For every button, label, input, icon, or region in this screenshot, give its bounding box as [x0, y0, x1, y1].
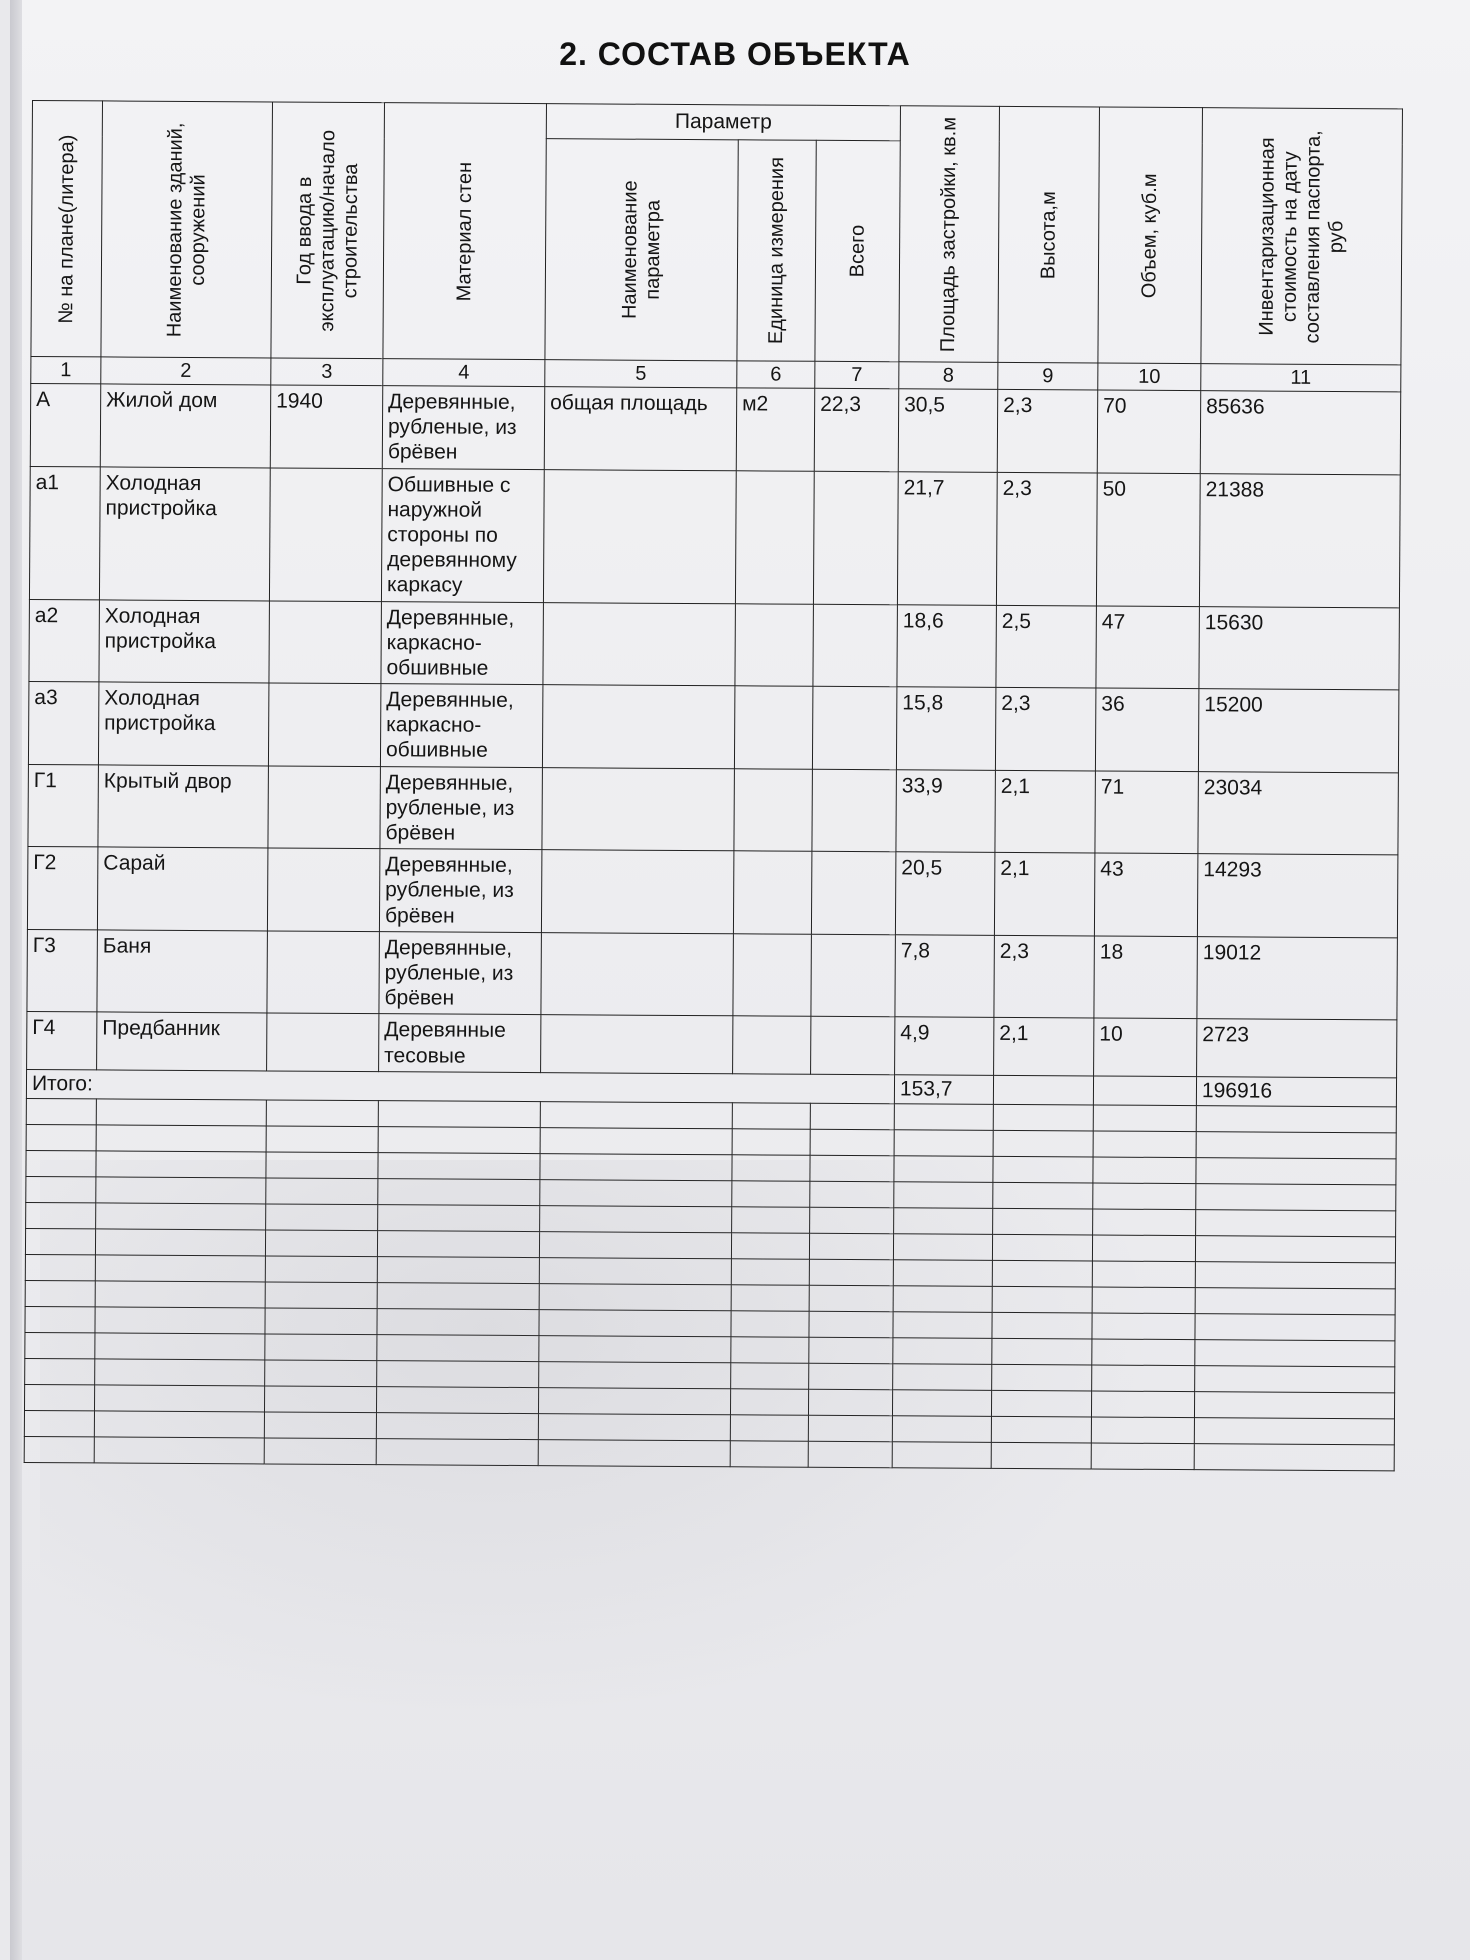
cell-total: 22,3: [814, 388, 899, 471]
empty-cell: [1195, 1313, 1395, 1340]
cell-volume: 10: [1094, 1018, 1197, 1076]
empty-cell: [26, 1098, 96, 1124]
empty-cell: [1093, 1209, 1196, 1236]
cell-total: [811, 851, 896, 934]
cell-name: Сарай: [97, 847, 268, 931]
empty-cell: [265, 1360, 377, 1387]
empty-cell: [96, 1177, 266, 1204]
empty-cell: [893, 1259, 992, 1286]
empty-cell: [1091, 1417, 1194, 1444]
column-number: 1: [31, 356, 101, 383]
empty-cell: [993, 1156, 1093, 1183]
cell-area: 20,5: [895, 852, 995, 935]
empty-cell: [1092, 1261, 1195, 1288]
empty-cell: [540, 1153, 732, 1180]
empty-cell: [993, 1182, 1093, 1209]
column-number: 9: [998, 362, 1098, 390]
empty-cell: [732, 1180, 810, 1206]
empty-cell: [1092, 1287, 1195, 1314]
empty-cell: [264, 1438, 376, 1465]
empty-cell: [26, 1124, 96, 1150]
empty-cell: [732, 1206, 810, 1232]
empty-cell: [894, 1181, 993, 1208]
cell-cost: 2723: [1197, 1019, 1397, 1078]
column-number: 10: [1098, 363, 1201, 391]
empty-cell: [1196, 1105, 1396, 1132]
table-row: [27, 1012, 1397, 1078]
empty-cell: [893, 1337, 992, 1364]
cell-param: [543, 469, 736, 603]
table-body: [24, 383, 1401, 1470]
empty-cell: [540, 1127, 732, 1154]
empty-cell: [266, 1126, 378, 1153]
cell-material: Обшивные с наружной стороны по деревянному каркасу: [381, 468, 544, 602]
cell-height: 2,1: [994, 853, 1095, 936]
empty-cell: [1093, 1105, 1196, 1132]
cell-name: Предбанник: [97, 1012, 267, 1070]
empty-cell: [95, 1281, 265, 1308]
empty-cell: [94, 1385, 264, 1412]
empty-cell: [1092, 1365, 1195, 1392]
cell-height: 2,3: [995, 687, 1096, 770]
empty-cell: [892, 1441, 991, 1468]
empty-cell: [376, 1412, 538, 1439]
cell-height: 2,3: [997, 389, 1098, 472]
empty-cell: [731, 1258, 809, 1284]
empty-cell: [1093, 1157, 1196, 1184]
empty-cell: [810, 1155, 894, 1182]
composition-table: [24, 100, 1403, 1471]
empty-cell: [731, 1336, 809, 1362]
empty-cell: [376, 1386, 538, 1413]
empty-cell: [993, 1208, 1093, 1235]
empty-cell: [1195, 1261, 1395, 1288]
empty-cell: [810, 1103, 894, 1130]
empty-cell: [731, 1362, 809, 1388]
column-number: 3: [271, 358, 383, 386]
empty-cell: [96, 1099, 266, 1126]
cell-lit: Г3: [27, 929, 98, 1012]
cell-cost: 14293: [1197, 854, 1398, 938]
empty-cell: [377, 1282, 539, 1309]
empty-cell: [991, 1416, 1091, 1443]
empty-cell: [732, 1154, 810, 1180]
empty-cell: [24, 1410, 94, 1436]
empty-cell: [25, 1306, 95, 1332]
table-row: [29, 466, 1400, 607]
column-number: 11: [1201, 364, 1401, 392]
cell-area: 30,5: [898, 389, 998, 472]
empty-cell: [1194, 1443, 1394, 1470]
cell-name: Баня: [97, 930, 268, 1014]
header-col-11: Инвентаризационная стоимость на дату составления паспорта, руб: [1201, 108, 1403, 365]
empty-cell: [377, 1360, 539, 1387]
empty-cell: [1196, 1131, 1396, 1158]
empty-cell: [25, 1280, 95, 1306]
empty-cell: [1091, 1391, 1194, 1418]
cell-area: 21,7: [897, 471, 997, 605]
cell-total: [811, 1017, 895, 1075]
empty-cell: [540, 1101, 732, 1128]
cell-unit: [733, 851, 812, 934]
cell-param: [542, 767, 735, 851]
table-row: [27, 929, 1397, 1020]
empty-cell: [894, 1155, 993, 1182]
cell-param: [542, 685, 735, 769]
column-number: 6: [737, 361, 815, 388]
empty-cell: [731, 1310, 809, 1336]
cell-material: Деревянные, рубленые, из брёвен: [379, 849, 542, 933]
totals-volume-empty: [1093, 1076, 1196, 1106]
empty-cell: [1092, 1339, 1195, 1366]
empty-cell: [378, 1100, 540, 1127]
empty-cell: [264, 1412, 376, 1439]
cell-year: [267, 931, 380, 1014]
empty-cell: [26, 1202, 96, 1228]
empty-cell: [730, 1388, 808, 1414]
column-number: 7: [815, 361, 899, 389]
header-col-6: Единица измерения: [737, 140, 816, 361]
empty-cell: [266, 1100, 378, 1127]
empty-cell: [731, 1284, 809, 1310]
empty-cell: [25, 1228, 95, 1254]
column-number: 5: [545, 360, 737, 388]
empty-cell: [265, 1334, 377, 1361]
empty-cell: [731, 1232, 809, 1258]
empty-cell: [732, 1128, 810, 1154]
empty-cell: [539, 1257, 731, 1284]
column-number: 2: [101, 357, 271, 385]
header-col-8: Площадь застройки, кв.м: [899, 106, 1000, 363]
empty-cell: [94, 1411, 264, 1438]
empty-cell: [992, 1338, 1092, 1365]
cell-unit: [733, 934, 812, 1017]
empty-cell: [539, 1309, 731, 1336]
cell-total: [812, 769, 897, 852]
table-row: [28, 764, 1398, 855]
cell-material: Деревянные, рубленые, из брёвен: [379, 931, 542, 1015]
empty-cell: [894, 1103, 993, 1130]
empty-cell: [26, 1150, 96, 1176]
empty-cell: [1195, 1287, 1395, 1314]
empty-cell: [809, 1285, 893, 1312]
empty-cell: [378, 1152, 540, 1179]
empty-cell: [266, 1204, 378, 1231]
empty-cell: [94, 1437, 264, 1464]
cell-total: [813, 471, 898, 604]
cell-volume: 43: [1094, 853, 1198, 936]
empty-cell: [809, 1337, 893, 1364]
cell-volume: 18: [1094, 936, 1198, 1019]
cell-volume: 50: [1096, 473, 1200, 607]
empty-cell: [809, 1311, 893, 1338]
cell-total: [812, 686, 897, 769]
cell-height: 2,5: [996, 605, 1097, 688]
empty-cell: [809, 1363, 893, 1390]
empty-cell: [377, 1256, 539, 1283]
document-title: 2. СОСТАВ ОБЪЕКТА: [559, 36, 911, 72]
cell-volume: 71: [1095, 771, 1199, 854]
header-col-7: Всего: [815, 140, 900, 362]
header-col-5: Наименование параметра: [545, 139, 738, 361]
cell-lit: а3: [28, 682, 99, 765]
empty-cell: [1196, 1183, 1396, 1210]
cell-unit: [735, 603, 814, 686]
header-col-3: Год ввода в эксплуатацию/начало строительства: [271, 102, 385, 359]
empty-cell: [24, 1384, 94, 1410]
cell-volume: 36: [1095, 688, 1199, 771]
empty-cell: [993, 1104, 1093, 1131]
cell-material: Деревянные тесовые: [379, 1014, 541, 1072]
totals-label: Итого:: [26, 1069, 894, 1103]
empty-cell: [1194, 1417, 1394, 1444]
empty-cell: [378, 1204, 540, 1231]
cell-param: [541, 850, 734, 934]
empty-cell: [266, 1152, 378, 1179]
cell-height: 2,1: [995, 770, 1096, 853]
cell-name: Холодная пристройка: [99, 599, 270, 683]
empty-cell: [1196, 1157, 1396, 1184]
cell-param: общая площадь: [544, 387, 737, 471]
cell-cost: 15630: [1199, 606, 1400, 690]
cell-lit: Г2: [27, 847, 98, 930]
empty-cell: [809, 1259, 893, 1286]
cell-volume: 47: [1096, 606, 1200, 689]
table-row: [28, 682, 1398, 773]
empty-cell: [893, 1285, 992, 1312]
cell-year: [269, 468, 382, 602]
empty-cell: [95, 1229, 265, 1256]
empty-cell: [992, 1364, 1092, 1391]
cell-material: Деревянные, каркасно-обшивные: [381, 601, 544, 685]
cell-cost: 21388: [1199, 473, 1400, 607]
empty-cell: [539, 1231, 731, 1258]
empty-cell: [265, 1256, 377, 1283]
cell-material: Деревянные, рубленые, из брёвен: [380, 766, 543, 850]
empty-cell: [95, 1359, 265, 1386]
cell-volume: 70: [1097, 390, 1201, 473]
cell-area: 33,9: [896, 769, 996, 852]
cell-name: Крытый двор: [98, 765, 269, 849]
empty-cell: [1196, 1209, 1396, 1236]
cell-cost: 15200: [1198, 689, 1399, 773]
cell-material: Деревянные, каркасно-обшивные: [380, 684, 543, 768]
empty-cell: [539, 1361, 731, 1388]
cell-material: Деревянные, рубленые, из брёвен: [382, 386, 545, 470]
empty-cell: [810, 1207, 894, 1234]
cell-year: [267, 1013, 379, 1071]
cell-area: 15,8: [896, 687, 996, 770]
empty-cell: [893, 1311, 992, 1338]
cell-param: [541, 1015, 733, 1074]
empty-cell: [808, 1389, 892, 1416]
empty-cell: [730, 1440, 808, 1466]
cell-name: Жилой дом: [100, 384, 271, 468]
cell-area: 7,8: [895, 935, 995, 1018]
empty-cell: [540, 1205, 732, 1232]
header-col-2: Наименование зданий, сооружений: [101, 101, 273, 358]
empty-cell: [808, 1441, 892, 1468]
empty-cell: [265, 1282, 377, 1309]
cell-year: [268, 683, 381, 766]
header-col-9: Высота,м: [998, 106, 1100, 363]
cell-lit: Г1: [28, 764, 99, 847]
empty-cell: [1195, 1339, 1395, 1366]
empty-cell: [266, 1178, 378, 1205]
empty-cell: [95, 1307, 265, 1334]
cell-param: [543, 602, 736, 686]
cell-unit: [735, 470, 814, 603]
empty-cell: [95, 1333, 265, 1360]
header-param-group: Параметр: [546, 104, 900, 141]
column-number: 8: [899, 362, 998, 390]
empty-cell: [1092, 1235, 1195, 1262]
empty-cell: [25, 1332, 95, 1358]
cell-cost: 19012: [1197, 936, 1398, 1020]
empty-cell: [730, 1414, 808, 1440]
empty-cell: [992, 1234, 1092, 1261]
cell-lit: а1: [29, 466, 100, 599]
empty-cell: [96, 1151, 266, 1178]
column-number: 4: [383, 359, 545, 387]
empty-cell: [808, 1415, 892, 1442]
header-col-10: Объем, куб.м: [1098, 107, 1203, 364]
empty-cell: [26, 1176, 96, 1202]
empty-cell: [1194, 1391, 1394, 1418]
header-col-1: № на плане(литера): [31, 101, 103, 357]
totals-area: 153,7: [894, 1074, 993, 1104]
empty-cell: [809, 1233, 893, 1260]
cell-total: [813, 604, 898, 687]
empty-cell: [1093, 1131, 1196, 1158]
header-row-top: [32, 101, 1402, 144]
cell-area: 18,6: [897, 604, 997, 687]
table-row: [29, 599, 1399, 690]
empty-cell: [539, 1283, 731, 1310]
empty-cell: [893, 1233, 992, 1260]
empty-cell: [377, 1334, 539, 1361]
empty-cell: [892, 1415, 991, 1442]
cell-unit: [733, 1016, 811, 1074]
cell-year: [267, 848, 380, 931]
empty-cell: [25, 1358, 95, 1384]
cell-lit: А: [30, 383, 101, 466]
empty-cell: [992, 1286, 1092, 1313]
cell-year: [269, 600, 382, 683]
cell-year: 1940: [270, 385, 383, 468]
empty-cell: [893, 1363, 992, 1390]
empty-cell: [95, 1255, 265, 1282]
empty-cell: [992, 1312, 1092, 1339]
empty-cell: [991, 1390, 1091, 1417]
cell-unit: [734, 686, 813, 769]
empty-cell: [264, 1386, 376, 1413]
empty-cell: [992, 1260, 1092, 1287]
empty-cell: [376, 1438, 538, 1465]
empty-cell: [378, 1178, 540, 1205]
cell-total: [811, 934, 896, 1017]
empty-cell: [96, 1203, 266, 1230]
empty-cell: [1093, 1183, 1196, 1210]
cell-area: 4,9: [895, 1017, 994, 1075]
empty-cell: [377, 1230, 539, 1257]
empty-cell: [265, 1308, 377, 1335]
cell-height: 2,3: [996, 472, 1097, 606]
cell-unit: м2: [736, 388, 815, 471]
empty-cell: [378, 1126, 540, 1153]
empty-cell: [540, 1179, 732, 1206]
empty-cell: [25, 1254, 95, 1280]
composition-table-container: [24, 100, 1402, 1471]
empty-cell: [538, 1387, 730, 1414]
empty-cell: [1091, 1443, 1194, 1470]
empty-cell: [539, 1335, 731, 1362]
empty-cell: [377, 1308, 539, 1335]
empty-cell: [894, 1129, 993, 1156]
empty-cell: [1092, 1313, 1195, 1340]
header-col-4: Материал стен: [383, 103, 547, 360]
empty-cell: [265, 1230, 377, 1257]
cell-unit: [734, 768, 813, 851]
cell-cost: 85636: [1200, 391, 1401, 475]
table-row: [30, 383, 1400, 474]
totals-cost: 196916: [1196, 1076, 1396, 1106]
empty-cell: [993, 1130, 1093, 1157]
cell-name: Холодная пристройка: [98, 682, 269, 766]
cell-name: Холодная пристройка: [99, 466, 270, 600]
empty-cell: [894, 1207, 993, 1234]
cell-cost: 23034: [1198, 771, 1399, 855]
empty-cell: [1195, 1365, 1395, 1392]
empty-cell: [810, 1129, 894, 1156]
page-edge: [10, 0, 22, 1960]
empty-cell: [538, 1439, 730, 1466]
empty-cell: [24, 1436, 94, 1462]
totals-height-empty: [993, 1075, 1093, 1105]
empty-cell: [991, 1442, 1091, 1469]
empty-cell: [810, 1181, 894, 1208]
empty-cell: [96, 1125, 266, 1152]
cell-lit: а2: [29, 599, 100, 682]
cell-lit: Г4: [27, 1012, 97, 1070]
cell-height: 2,1: [994, 1018, 1094, 1076]
cell-year: [268, 766, 381, 849]
empty-cell: [892, 1389, 991, 1416]
empty-cell: [538, 1413, 730, 1440]
empty-cell: [732, 1102, 810, 1128]
empty-cell: [1195, 1235, 1395, 1262]
cell-height: 2,3: [994, 935, 1095, 1018]
cell-param: [541, 932, 734, 1016]
table-row: [27, 847, 1397, 938]
